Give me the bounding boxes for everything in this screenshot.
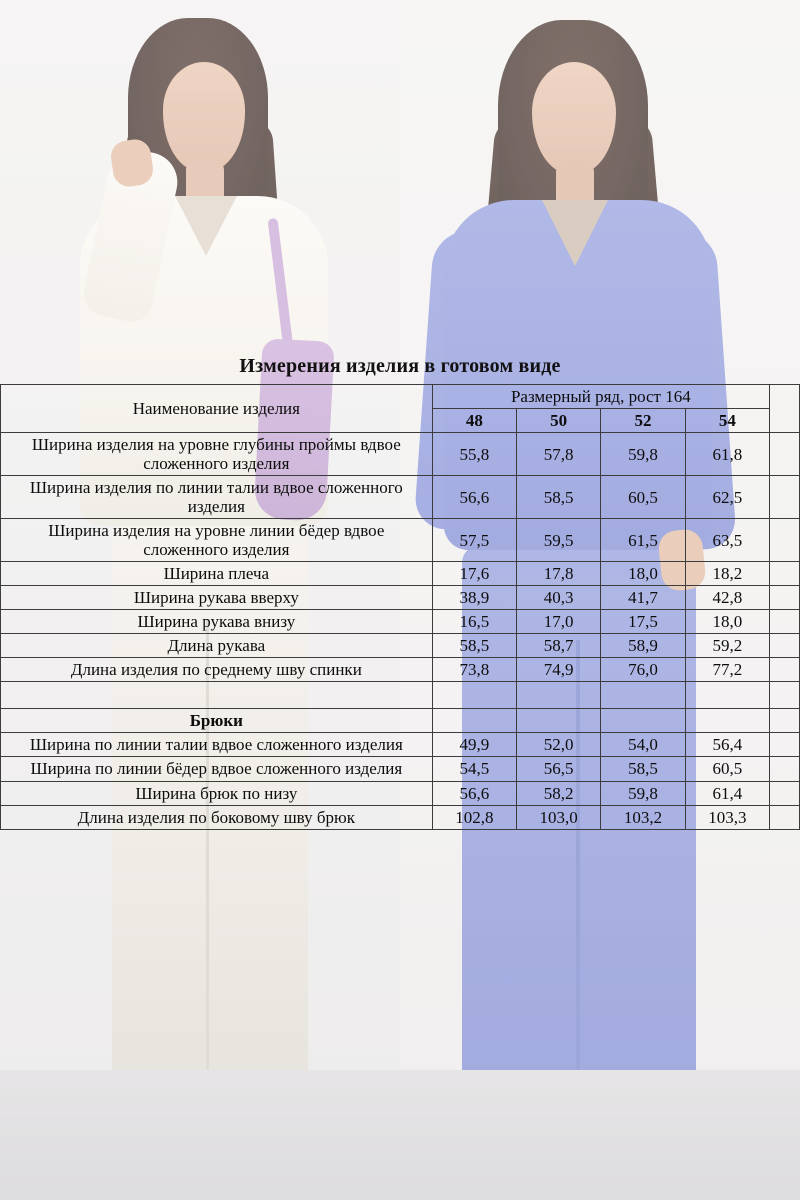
row-label: Ширина по линии талии вдвое сложенного изделия (1, 733, 433, 757)
table-section-row (1, 709, 800, 733)
row-trailing-cell (770, 757, 800, 781)
table-header-row-range (1, 385, 800, 409)
row-value: 103,0 (517, 805, 601, 829)
header-size-54: 54 (685, 409, 769, 433)
row-label: Ширина изделия по линии талии вдвое сложенного изделия (1, 476, 433, 519)
row-value: 55,8 (432, 433, 516, 476)
header-trailing-cell (770, 385, 800, 433)
row-value: 18,0 (601, 562, 685, 586)
table-row (1, 519, 800, 562)
row-value: 77,2 (685, 658, 769, 682)
row-label: Ширина рукава вверху (1, 586, 433, 610)
row-trailing-cell (770, 433, 800, 476)
row-value: 61,5 (601, 519, 685, 562)
row-trailing-cell (770, 634, 800, 658)
row-value: 38,9 (432, 586, 516, 610)
row-value: 62,5 (685, 476, 769, 519)
left-model-face (163, 62, 245, 172)
row-trailing-cell (770, 476, 800, 519)
header-size-52: 52 (601, 409, 685, 433)
row-value: 41,7 (601, 586, 685, 610)
row-value: 102,8 (432, 805, 516, 829)
table-row (1, 476, 800, 519)
row-value: 56,6 (432, 476, 516, 519)
row-value: 17,6 (432, 562, 516, 586)
page-title: Измерения изделия в готовом виде (239, 355, 561, 377)
header-size-range: Размерный ряд, рост 164 (432, 385, 769, 409)
row-value: 103,3 (685, 805, 769, 829)
row-trailing-cell (770, 658, 800, 682)
table-spacer-row (1, 682, 800, 709)
row-value: 58,2 (517, 781, 601, 805)
table-row (1, 586, 800, 610)
row-value: 59,5 (517, 519, 601, 562)
row-value: 59,8 (601, 433, 685, 476)
table-row (1, 610, 800, 634)
table-row (1, 757, 800, 781)
row-trailing-cell (770, 781, 800, 805)
row-label: Ширина рукава внизу (1, 610, 433, 634)
row-value: 17,5 (601, 610, 685, 634)
row-value: 49,9 (432, 733, 516, 757)
row-value: 58,5 (601, 757, 685, 781)
row-value: 59,8 (601, 781, 685, 805)
row-value: 54,0 (601, 733, 685, 757)
row-trailing-cell (770, 733, 800, 757)
row-value: 18,0 (685, 610, 769, 634)
row-label: Ширина по линии бёдер вдвое сложенного изделия (1, 757, 433, 781)
row-label: Длина изделия по боковому шву брюк (1, 805, 433, 829)
table-row (1, 658, 800, 682)
row-trailing-cell (770, 519, 800, 562)
section-title-trousers: Брюки (1, 709, 433, 733)
row-value: 73,8 (432, 658, 516, 682)
right-model-face (532, 62, 616, 174)
row-value: 61,8 (685, 433, 769, 476)
row-value: 42,8 (685, 586, 769, 610)
row-value: 58,7 (517, 634, 601, 658)
row-value: 58,5 (517, 476, 601, 519)
row-value: 16,5 (432, 610, 516, 634)
row-value: 58,9 (601, 634, 685, 658)
table-row (1, 805, 800, 829)
row-value: 59,2 (685, 634, 769, 658)
row-value: 54,5 (432, 757, 516, 781)
row-value: 63,5 (685, 519, 769, 562)
row-label: Ширина брюк по низу (1, 781, 433, 805)
row-value: 61,4 (685, 781, 769, 805)
header-size-48: 48 (432, 409, 516, 433)
row-value: 40,3 (517, 586, 601, 610)
row-value: 57,8 (517, 433, 601, 476)
row-label: Ширина изделия на уровне линии бёдер вдвое сложенного изделия (1, 519, 433, 562)
measurements-table (0, 384, 800, 830)
row-label: Ширина плеча (1, 562, 433, 586)
table-row (1, 781, 800, 805)
row-value: 18,2 (685, 562, 769, 586)
row-value: 74,9 (517, 658, 601, 682)
row-trailing-cell (770, 610, 800, 634)
row-trailing-cell (770, 562, 800, 586)
row-value: 103,2 (601, 805, 685, 829)
row-value: 57,5 (432, 519, 516, 562)
row-value: 58,5 (432, 634, 516, 658)
table-row (1, 733, 800, 757)
row-value: 52,0 (517, 733, 601, 757)
table-row (1, 562, 800, 586)
row-trailing-cell (770, 586, 800, 610)
row-label: Длина рукава (1, 634, 433, 658)
row-value: 56,5 (517, 757, 601, 781)
row-value: 60,5 (601, 476, 685, 519)
header-name-column: Наименование изделия (1, 385, 433, 433)
table-row (1, 634, 800, 658)
row-value: 76,0 (601, 658, 685, 682)
studio-floor (0, 1070, 800, 1200)
row-label: Длина изделия по среднему шву спинки (1, 658, 433, 682)
header-size-50: 50 (517, 409, 601, 433)
row-value: 60,5 (685, 757, 769, 781)
row-value: 17,8 (517, 562, 601, 586)
row-value: 56,4 (685, 733, 769, 757)
row-trailing-cell (770, 805, 800, 829)
row-value: 56,6 (432, 781, 516, 805)
table-row (1, 433, 800, 476)
row-value: 17,0 (517, 610, 601, 634)
measurements-overlay (0, 355, 800, 830)
row-label: Ширина изделия на уровне глубины проймы вдвое сложенного изделия (1, 433, 433, 476)
